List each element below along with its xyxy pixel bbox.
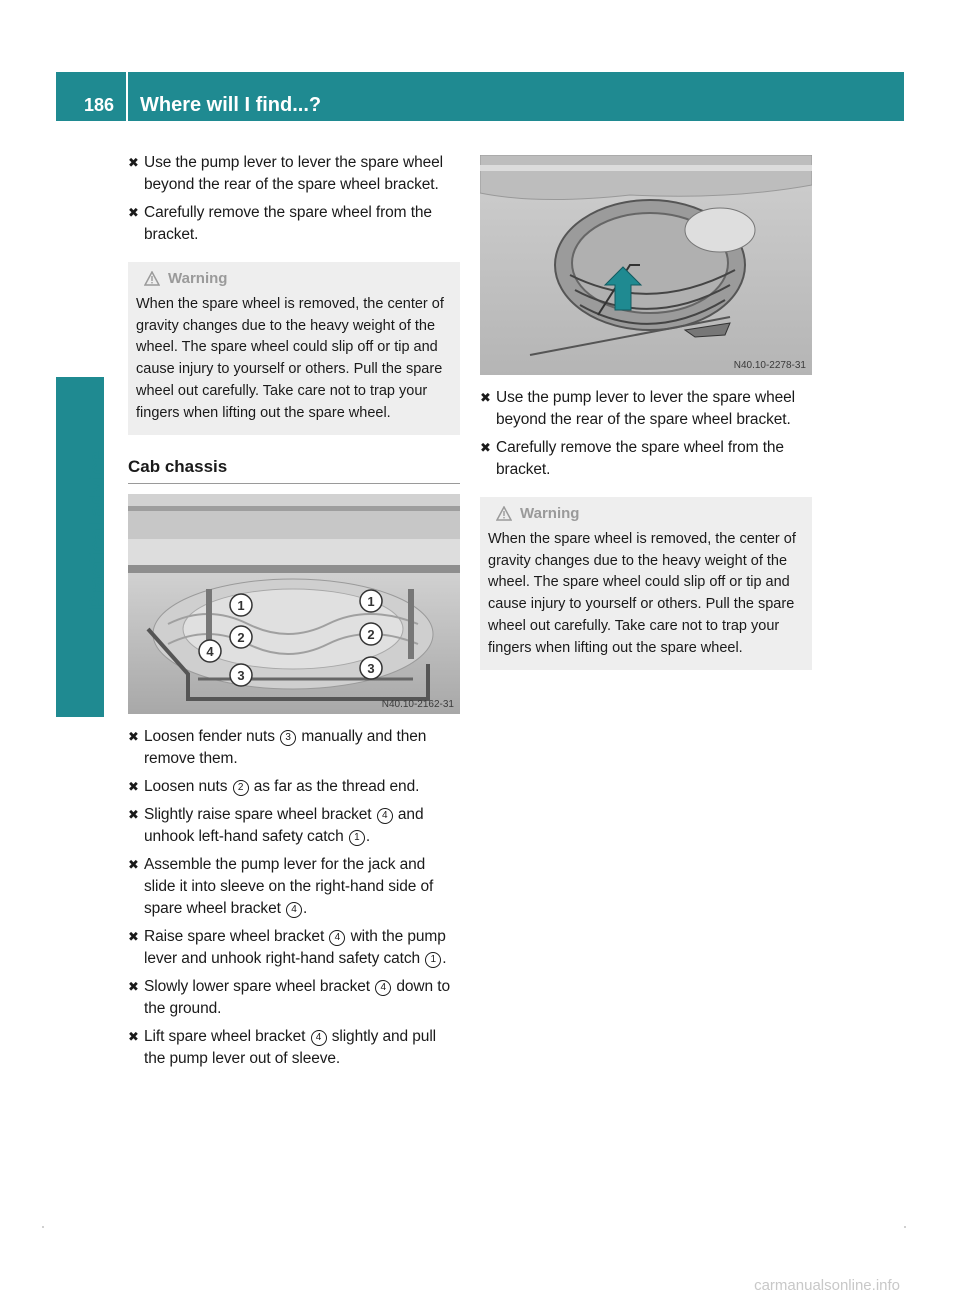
callout-3: 3 xyxy=(367,660,375,676)
callout-4: 4 xyxy=(206,643,214,659)
step-text: Carefully remove the spare wheel from the bracket. xyxy=(144,204,432,243)
step-item xyxy=(480,387,812,431)
callout-1: 1 xyxy=(367,593,375,609)
step-arrow-icon: ✖ xyxy=(128,1028,139,1044)
step-item xyxy=(128,152,460,196)
callout-badge: 4 xyxy=(286,902,302,918)
callout-badge: 4 xyxy=(329,930,345,946)
page-number: 186 xyxy=(84,95,115,115)
corner-mark xyxy=(42,1226,44,1228)
callout-badge: 2 xyxy=(233,780,249,796)
step-item xyxy=(128,202,460,246)
step-text: Slowly lower spare wheel bracket xyxy=(144,977,375,995)
section-heading: Cab chassis xyxy=(128,457,460,484)
warning-title: Warning xyxy=(520,505,580,522)
warning-text: When the spare wheel is removed, the center of gravity changes due to the heavy weight of the wheel. The spare wheel could slip off or tip and cause injury to yourself or others. Pull the spare wheel out carefully. Take care not to trap your fingers when lifting out the spare wheel. xyxy=(136,295,444,421)
callout-2: 2 xyxy=(367,626,375,642)
callout-badge: 4 xyxy=(375,980,391,996)
callout-2: 2 xyxy=(237,629,245,645)
step-item xyxy=(128,776,460,798)
step-text: . xyxy=(303,899,308,917)
warning-heading xyxy=(496,503,804,525)
callout-badge: 4 xyxy=(311,1030,327,1046)
step-list xyxy=(128,726,460,1070)
step-arrow-icon: ✖ xyxy=(128,856,139,872)
callout-badge: 1 xyxy=(425,952,441,968)
left-column xyxy=(128,152,460,1076)
step-text: Use the pump lever to lever the spare wheel beyond the rear of the spare wheel bracket. xyxy=(496,389,795,428)
step-arrow-icon: ✖ xyxy=(128,205,139,220)
step-text: Use the pump lever to lever the spare wheel beyond the rear of the spare wheel bracket. xyxy=(144,154,443,193)
warning-triangle-icon xyxy=(496,506,512,521)
step-text: Raise spare wheel bracket xyxy=(144,927,329,945)
header-divider xyxy=(126,72,128,121)
warning-text: When the spare wheel is removed, the center of gravity changes due to the heavy weight of the wheel. The spare wheel could slip off or tip and cause injury to yourself or others. Pull the spare wheel out carefully. Take care not to trap your fingers when lifting out the spare wheel. xyxy=(488,530,796,656)
step-text: down to the ground. xyxy=(144,977,450,1017)
step-item xyxy=(128,804,460,848)
callout-1: 1 xyxy=(237,597,245,613)
step-text: Carefully remove the spare wheel from the bracket. xyxy=(496,439,784,478)
step-text: Loosen fender nuts xyxy=(144,727,280,745)
step-text: Slightly raise spare wheel bracket xyxy=(144,805,376,823)
callout-badge: 1 xyxy=(349,830,365,846)
step-item xyxy=(128,726,460,770)
step-arrow-icon: ✖ xyxy=(128,806,139,822)
step-item xyxy=(128,926,460,970)
step-arrow-icon: ✖ xyxy=(128,155,139,170)
callout-badge: 3 xyxy=(280,730,296,746)
step-item xyxy=(128,1026,460,1070)
page-title: Where will I find...? xyxy=(140,94,322,116)
warning-box xyxy=(480,497,812,670)
step-text: slightly and pull the pump lever out of sleeve. xyxy=(144,1027,437,1067)
step-arrow-icon: ✖ xyxy=(480,440,491,455)
step-item xyxy=(128,976,460,1020)
step-text: as far as the thread end. xyxy=(249,777,420,795)
step-text: Loosen nuts xyxy=(144,777,232,795)
step-text: Lift spare wheel bracket xyxy=(144,1027,310,1045)
step-item xyxy=(480,437,812,481)
side-section-label: Practical advice xyxy=(86,451,109,610)
step-item xyxy=(128,854,460,920)
step-text: manually and then remove them. xyxy=(144,727,427,767)
step-arrow-icon: ✖ xyxy=(128,778,139,794)
step-text: with the pump lever and unhook right-hand safety catch xyxy=(144,927,446,967)
spare-wheel-illustration xyxy=(480,155,812,375)
step-arrow-icon: ✖ xyxy=(128,928,139,944)
step-text: . xyxy=(365,827,371,845)
warning-heading xyxy=(144,268,452,290)
step-text: Assemble the pump lever for the jack and slide it into sleeve on the right-hand side of spare wheel bracket xyxy=(144,855,434,917)
step-arrow-icon: ✖ xyxy=(128,728,139,744)
step-list xyxy=(480,387,812,481)
spare-wheel-figure xyxy=(480,155,812,375)
footer-watermark: carmanualsonline.info xyxy=(754,1277,900,1294)
warning-triangle-icon xyxy=(144,271,160,286)
warning-title: Warning xyxy=(168,270,228,287)
step-text: and unhook left-hand safety catch xyxy=(144,805,424,845)
right-column xyxy=(480,155,812,670)
step-text: . xyxy=(442,949,447,967)
callout-badge: 4 xyxy=(377,808,393,824)
step-arrow-icon: ✖ xyxy=(480,390,491,405)
cab-chassis-figure xyxy=(128,494,460,714)
page-header xyxy=(56,72,904,121)
cab-chassis-illustration xyxy=(128,494,460,714)
corner-mark xyxy=(904,1226,906,1228)
step-arrow-icon: ✖ xyxy=(128,978,139,994)
figure-code: N40.10-2162-31 xyxy=(381,698,454,710)
warning-box xyxy=(128,262,460,435)
callout-3: 3 xyxy=(237,667,245,683)
figure-code: N40.10-2278-31 xyxy=(733,360,806,371)
